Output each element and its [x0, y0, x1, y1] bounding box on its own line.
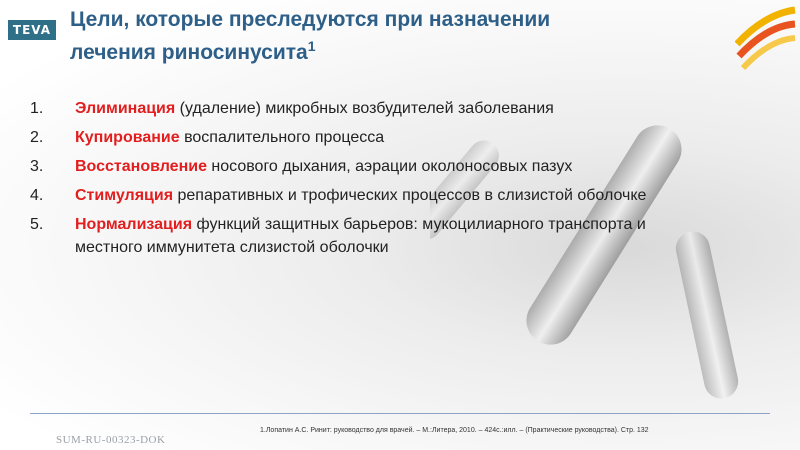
item-term: Купирование — [75, 129, 180, 146]
document-code: SUM-RU-00323-DOK — [56, 434, 166, 446]
title-line-2 — [70, 33, 710, 66]
list-item — [30, 97, 690, 120]
item-text — [75, 97, 554, 120]
item-rest: (удаление) микробных возбудителей заболевания — [175, 100, 554, 117]
item-rest: воспалительного процесса — [179, 129, 385, 146]
list-item — [30, 213, 690, 259]
title-line-2-text: лечения риносинусита — [70, 41, 308, 64]
title-line-1: Цели, которые преследуются при назначении — [70, 8, 551, 31]
item-text — [75, 184, 646, 207]
item-number: 3. — [30, 158, 44, 175]
item-number: 4. — [30, 187, 44, 204]
item-term: Нормализация — [75, 216, 193, 233]
item-term: Восстановление — [75, 158, 207, 175]
item-number: 2. — [30, 129, 44, 146]
item-text — [75, 126, 384, 149]
item-number: 5. — [30, 216, 44, 233]
goals-list — [30, 97, 690, 265]
teva-logo: TEVA — [8, 20, 56, 40]
item-rest: носового дыхания, аэрации околоносовых пазух — [206, 158, 573, 175]
item-term: Стимуляция — [75, 187, 174, 204]
footnote-reference: 1.Лопатин А.С. Ринит: руководство для врачей. – М.:Литера, 2010. – 424с.:илл. – (Практические руководства). Стр. 132 — [260, 427, 649, 434]
footer-divider — [30, 413, 770, 414]
list-item — [30, 184, 690, 207]
item-text — [75, 155, 572, 178]
item-rest: функций защитных барьеров: мукоцилиарного транспорта и местного иммунитета слизистой оболочки — [75, 216, 646, 256]
item-rest: репаративных и трофических процессов в слизистой оболочке — [173, 187, 647, 204]
item-term: Элиминация — [75, 100, 176, 117]
title-footnote-mark: 1 — [307, 38, 316, 54]
corner-logo-icon — [735, 4, 797, 70]
list-item — [30, 126, 690, 149]
item-number: 1. — [30, 100, 44, 117]
slide-title — [70, 6, 710, 66]
item-text — [75, 213, 690, 259]
list-item — [30, 155, 690, 178]
